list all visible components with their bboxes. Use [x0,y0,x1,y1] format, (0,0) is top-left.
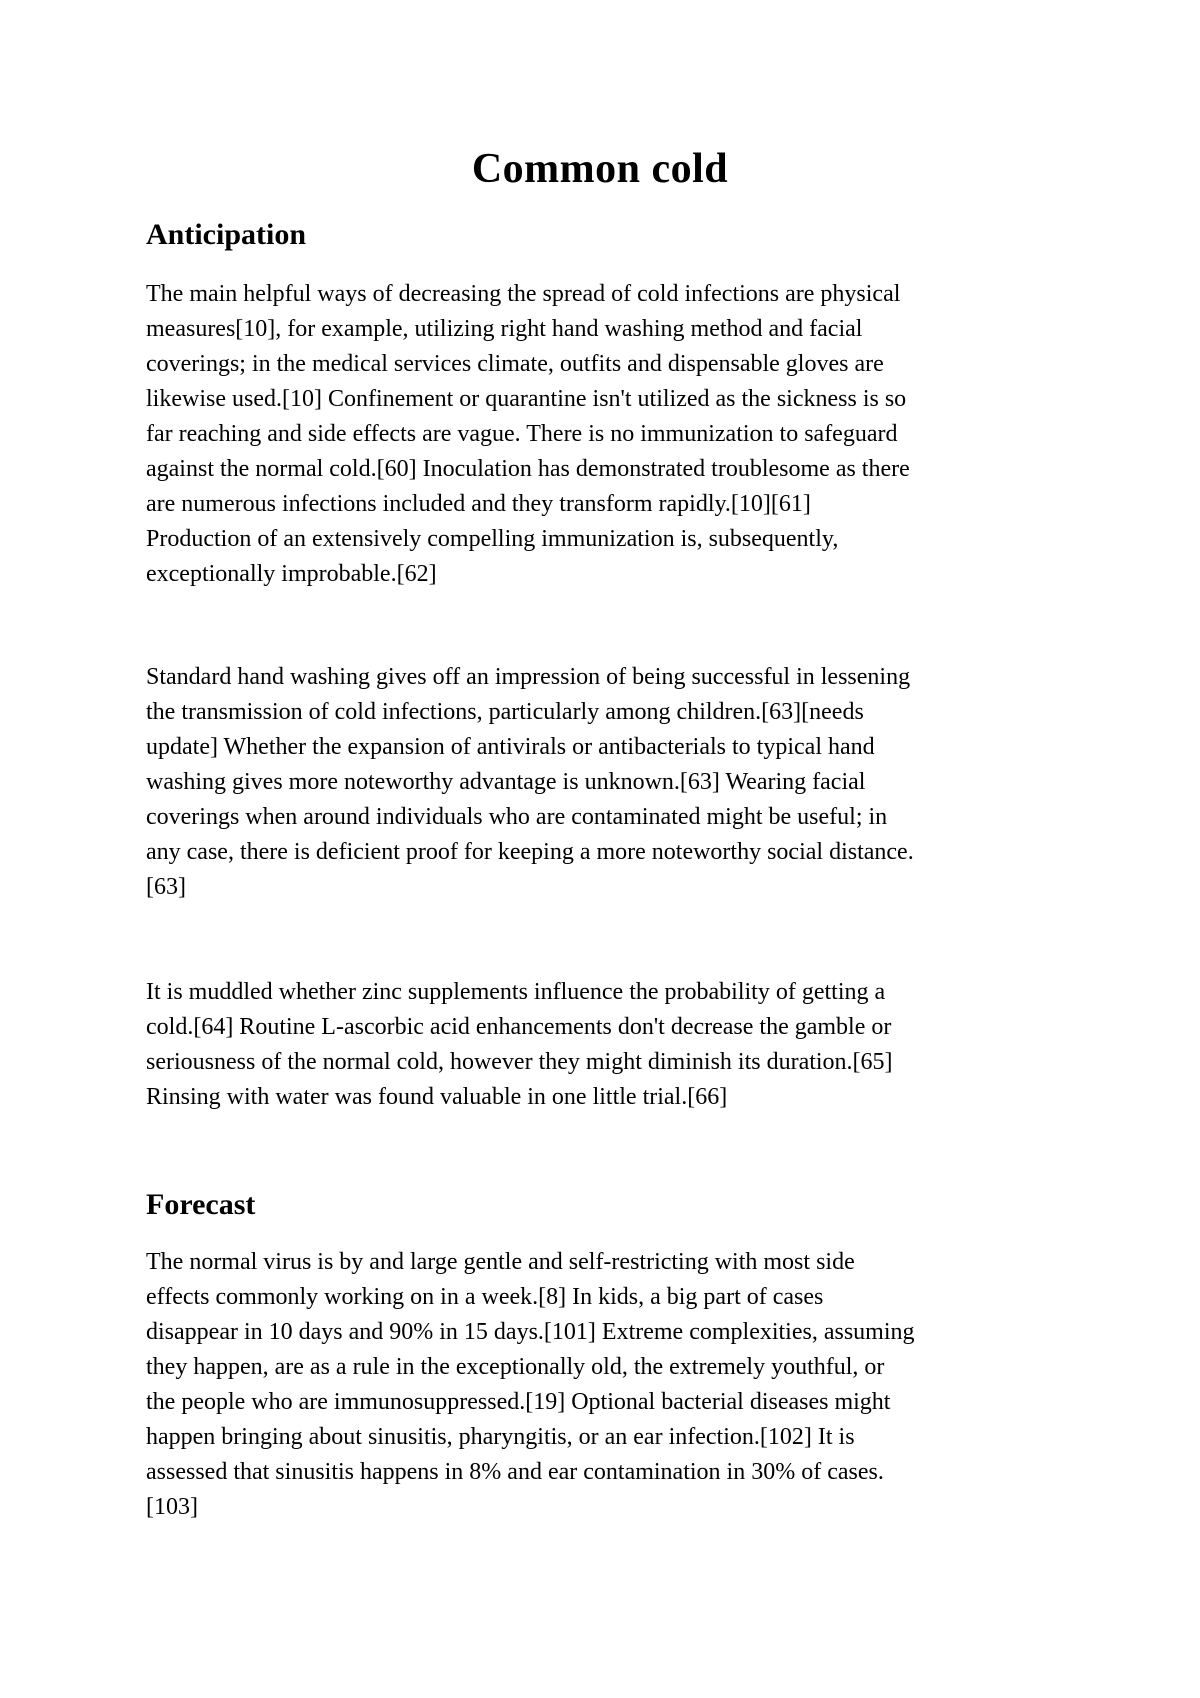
text-line: [103] [146,1494,198,1520]
text-line: far reaching and side effects are vague. There is no immunization to safeguard [146,421,898,447]
text-line: The normal virus is by and large gentle and self-restricting with most side [146,1249,855,1275]
text-line: effects commonly working on in a week.[8] In kids, a big part of cases [146,1284,824,1310]
text-line: against the normal cold.[60] Inoculation has demonstrated troublesome as there [146,456,910,482]
text-line: the people who are immunosuppressed.[19] Optional bacterial diseases might [146,1389,891,1415]
text-line: coverings when around individuals who are contaminated might be useful; in [146,804,888,830]
text-line: exceptionally improbable.[62] [146,561,437,587]
section-heading-anticipation: Anticipation [146,218,307,251]
paragraph-forecast-1 [146,1245,1066,1525]
text-line: Rinsing with water was found valuable in one little trial.[66] [146,1084,728,1110]
text-line: likewise used.[10] Confinement or quarantine isn't utilized as the sickness is so [146,386,907,412]
text-line: are numerous infections included and they transform rapidly.[10][61] [146,491,811,517]
text-line: seriousness of the normal cold, however they might diminish its duration.[65] [146,1049,893,1075]
text-line: cold.[64] Routine L-ascorbic acid enhancements don't decrease the gamble or [146,1014,892,1040]
text-line: they happen, are as a rule in the exceptionally old, the extremely youthful, or [146,1354,885,1380]
page-title: Common cold [471,146,729,192]
text-line: Standard hand washing gives off an impression of being successful in lessening [146,664,911,690]
text-line: assessed that sinusitis happens in 8% and ear contamination in 30% of cases. [146,1459,884,1485]
paragraph-anticipation-2 [146,660,1066,905]
text-line: The main helpful ways of decreasing the spread of cold infections are physical [146,281,901,307]
section-heading-forecast: Forecast [146,1188,256,1221]
text-line: [63] [146,874,186,900]
paragraph-anticipation-1 [146,277,1066,592]
text-line: disappear in 10 days and 90% in 15 days.[101] Extreme complexities, assuming [146,1319,915,1345]
text-line: measures[10], for example, utilizing right hand washing method and facial [146,316,863,342]
paragraph-anticipation-3 [146,975,1066,1115]
text-line: coverings; in the medical services climate, outfits and dispensable gloves are [146,351,884,377]
text-line: washing gives more noteworthy advantage is unknown.[63] Wearing facial [146,769,866,795]
text-line: Production of an extensively compelling immunization is, subsequently, [146,526,839,552]
text-line: any case, there is deficient proof for keeping a more noteworthy social distance. [146,839,914,865]
text-line: happen bringing about sinusitis, pharyngitis, or an ear infection.[102] It is [146,1424,855,1450]
text-line: It is muddled whether zinc supplements influence the probability of getting a [146,979,886,1005]
text-line: the transmission of cold infections, particularly among children.[63][needs [146,699,864,725]
text-line: update] Whether the expansion of antivirals or antibacterials to typical hand [146,734,875,760]
